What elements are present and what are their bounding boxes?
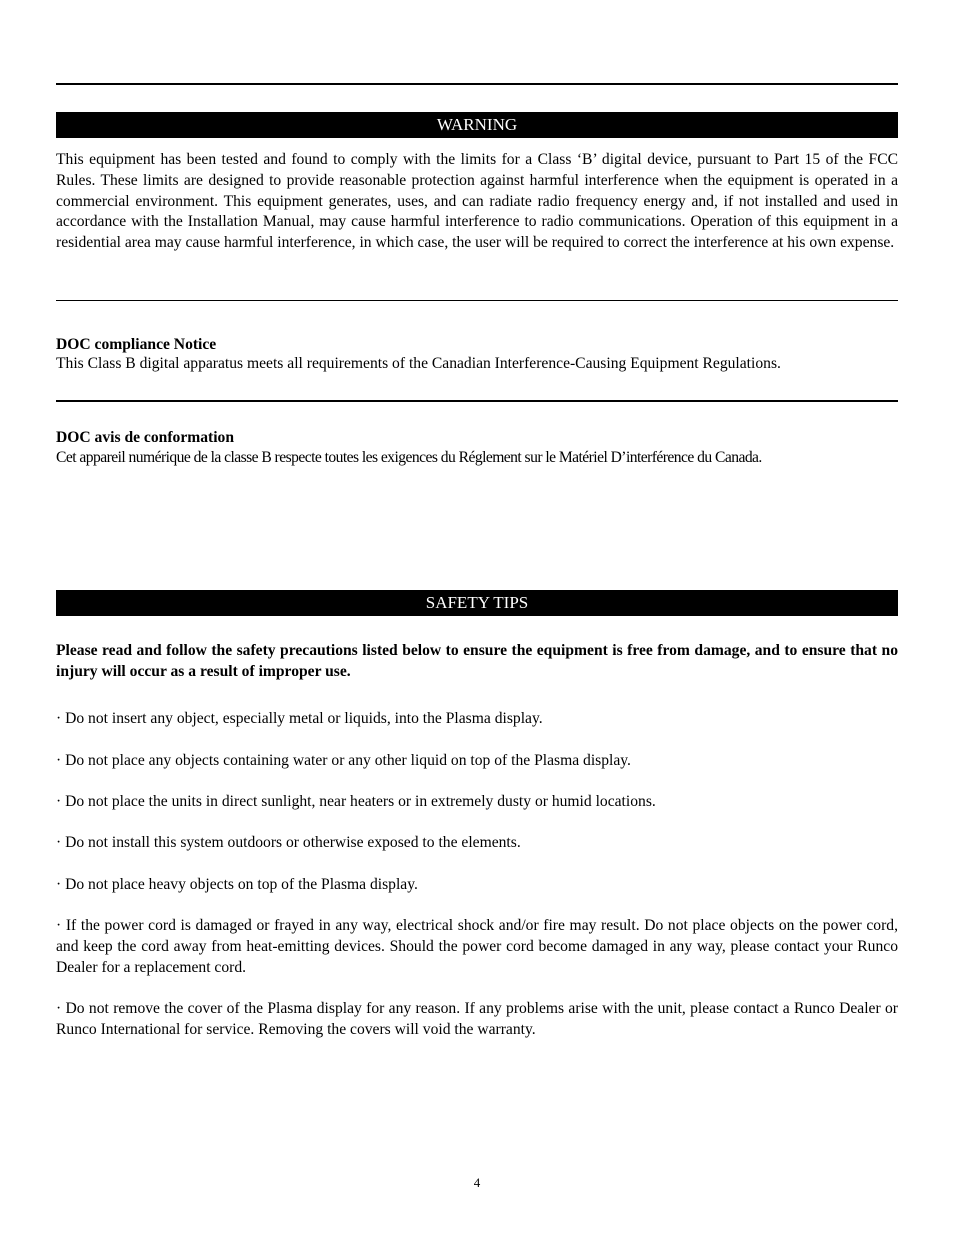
safety-tip: · If the power cord is damaged or frayed in any way, electrical shock and/or fire may result. Do not place objects on the power cord, and keep the cord away from heat-emitting devices. Should the power cord become damaged in any way, please contact your Runco Dealer for a replacement cord.: [56, 917, 898, 976]
safety-tip: · Do not place any objects containing water or any other liquid on top of the Plasma display.: [56, 752, 631, 769]
safety-tip: · Do not place heavy objects on top of the Plasma display.: [56, 876, 418, 893]
warning-body: This equipment has been tested and found to comply with the limits for a Class ‘B’ digital device, pursuant to Part 15 of the FCC Rules. These limits are designed to provide reasonable protection against harmful interference when the equipment is operated in a commercial environment. This equipment generates, uses, and can radiate radio frequency energy and, if not installed and used in accordance with the Installation Manual, may cause harmful interference to radio communications. Operation of this equipment in a residential area may cause harmful interference, in which case, the user will be required to correct the interference at his own expense.: [56, 151, 898, 252]
safety-tip: · Do not install this system outdoors or otherwise exposed to the elements.: [56, 834, 521, 851]
warning-heading: WARNING: [56, 112, 898, 138]
safety-intro: Please read and follow the safety precautions listed below to ensure the equipment is free from damage, and to ensure that no injury will occur as a result of improper use.: [56, 642, 898, 680]
doc-avis-body: Cet appareil numérique de la classe B respecte toutes les exigences du Réglement sur le Matériel D’interférence du Canada.: [56, 449, 762, 466]
divider-1: [56, 300, 898, 301]
doc-compliance-body: This Class B digital apparatus meets all requirements of the Canadian Interference-Causing Equipment Regulations.: [56, 355, 781, 372]
doc-avis-title: DOC avis de conformation: [56, 429, 235, 446]
doc-compliance-title: DOC compliance Notice: [56, 336, 217, 353]
page-number: 4: [473, 1175, 481, 1190]
divider-2: [56, 400, 898, 402]
top-rule: [56, 83, 898, 85]
safety-tip: · Do not insert any object, especially metal or liquids, into the Plasma display.: [56, 710, 543, 727]
safety-tip: · Do not remove the cover of the Plasma display for any reason. If any problems arise with the unit, please contact a Runco Dealer or Runco International for service. Removing the covers will void the warranty.: [56, 1000, 898, 1038]
safety-tips-heading: SAFETY TIPS: [56, 590, 898, 616]
safety-tip: · Do not place the units in direct sunlight, near heaters or in extremely dusty or humid locations.: [56, 793, 656, 810]
